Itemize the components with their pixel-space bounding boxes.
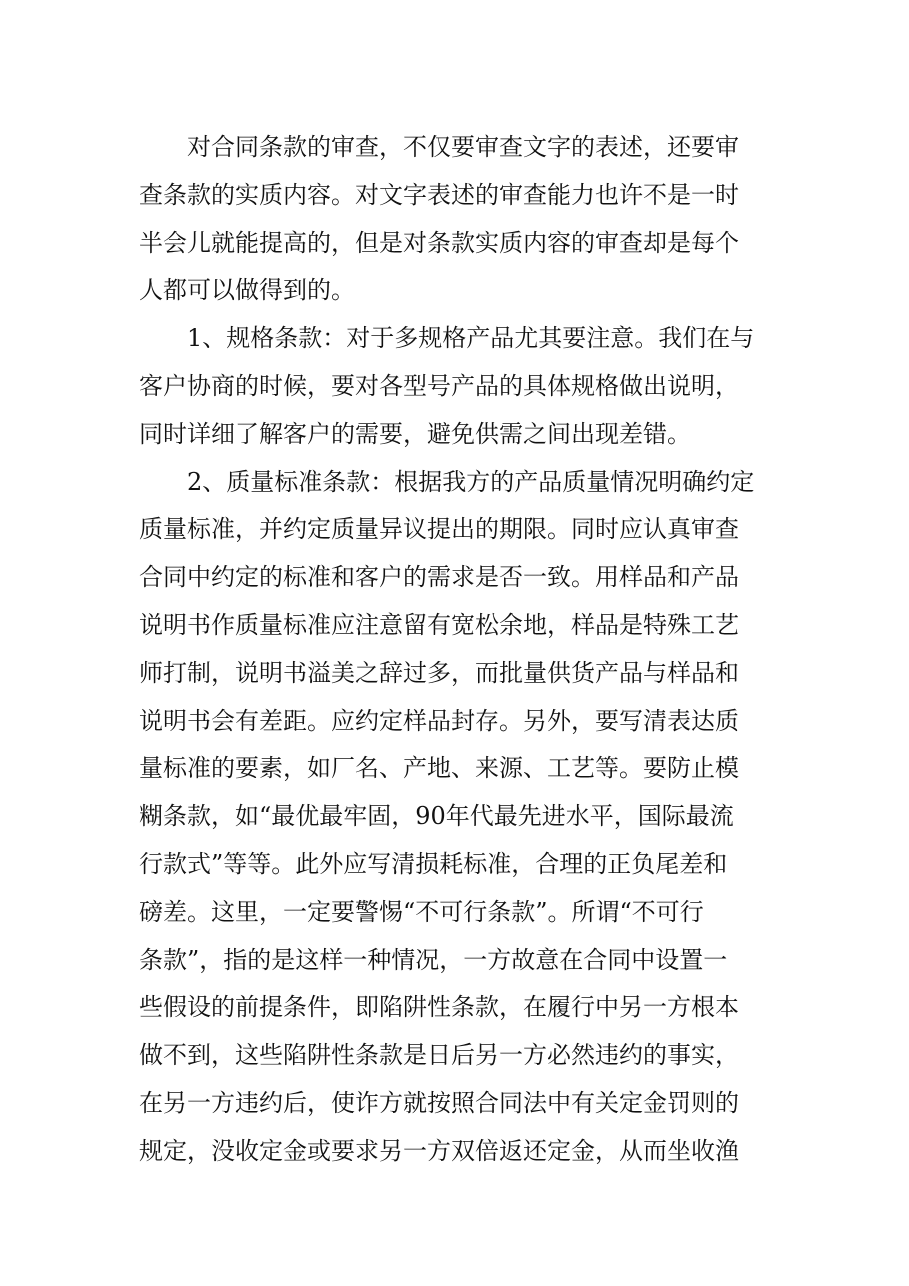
text-line: 对合同条款的审查，不仅要审查文字的表述，还要审 bbox=[187, 133, 739, 161]
text-line: 量标准的要素，如厂名、产地、来源、工艺等。要防止模 bbox=[139, 754, 739, 783]
text-line: 说明书会有差距。应约定样品封存。另外，要写清表达质 bbox=[139, 706, 739, 735]
text-line: 些假设的前提条件，即陷阱性条款，在履行中另一方根本 bbox=[139, 993, 739, 1022]
text-line: 行款式”等等。此外应写清损耗标准，合理的正负尾差和 bbox=[139, 849, 728, 878]
text-line: 规定，没收定金或要求另一方双倍返还定金，从而坐收渔 bbox=[139, 1136, 739, 1165]
text-line: 查条款的实质内容。对文字表述的审查能力也许不是一时 bbox=[139, 180, 739, 209]
text-line: 质量标准，并约定质量异议提出的期限。同时应认真审查 bbox=[139, 515, 739, 544]
text-line: 说明书作质量标准应注意留有宽松余地，样品是特殊工艺 bbox=[139, 610, 739, 639]
text-line: 1、规格条款：对于多规格产品尤其要注意。我们在与 bbox=[187, 324, 755, 353]
text-line: 合同中约定的标准和客户的需求是否一致。用样品和产品 bbox=[139, 563, 739, 592]
text-line: 在另一方违约后，使诈方就按照合同法中有关定金罚则的 bbox=[139, 1088, 739, 1117]
document-body bbox=[139, 124, 763, 1176]
text-line: 条款”，指的是这样一种情况，一方故意在合同中设置一 bbox=[139, 945, 728, 974]
text-line: 同时详细了解客户的需要，避免供需之间出现差错。 bbox=[139, 419, 691, 448]
text-line: 师打制，说明书溢美之辞过多，而批量供货产品与样品和 bbox=[139, 658, 739, 687]
text-line: 人都可以做得到的。 bbox=[139, 276, 355, 305]
paragraph-quality-clause bbox=[139, 459, 763, 1176]
paragraph-intro bbox=[139, 124, 763, 315]
text-line: 做不到，这些陷阱性条款是日后另一方必然违约的事实， bbox=[139, 1041, 739, 1070]
text-line: 2、质量标准条款：根据我方的产品质量情况明确约定 bbox=[187, 467, 755, 496]
text-line: 糊条款，如“最优最牢固，90年代最先进水平，国际最流 bbox=[139, 802, 734, 831]
text-line: 客户协商的时候，要对各型号产品的具体规格做出说明， bbox=[139, 371, 739, 400]
text-line: 磅差。这里，一定要警惕“不可行条款”。所谓“不可行 bbox=[139, 897, 704, 926]
paragraph-spec-clause bbox=[139, 315, 763, 458]
text-line: 半会儿就能提高的，但是对条款实质内容的审查却是每个 bbox=[139, 228, 739, 257]
